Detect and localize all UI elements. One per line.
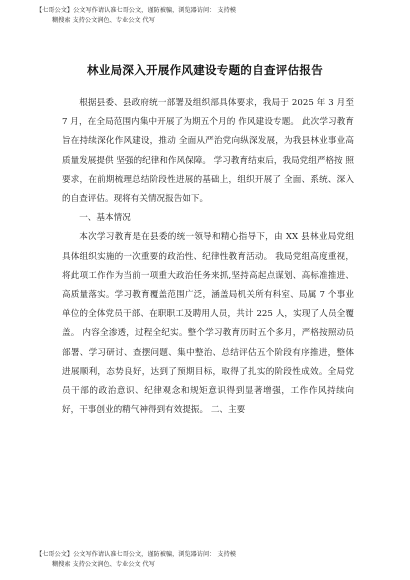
document-body bbox=[62, 94, 354, 420]
document-title: 林业局深入开展作风建设专题的自查评估报告 bbox=[87, 63, 323, 77]
intro-paragraph: 根据县委、县政府统一部署及组织部具体要求，我局于 2025 年 3 月至 7 月，在全局范围内集中开展了为期五个月的 作风建设专题。 此次学习教育旨在持续深化作风建设，推动 全面从严治党向纵深发展，为我县林业事业高质量发展提供 坚强的纪律和作风保障。 学习教育结束后，我局党组严格按 照要求，在前期梳理总结阶段性进展的基础上，组织开展了 全面、系统、深入的自查评估。现将有关情况报告如下。 bbox=[62, 98, 354, 205]
bottom-promo-banner bbox=[36, 550, 386, 570]
banner-line-1: 【七哥公文】公文写作请认准七哥公文，谨防被骗，浏览器访问： 支持模 bbox=[36, 7, 236, 14]
banner-line-2: 糊搜索 支持公文润色、专业公文 代写 bbox=[52, 561, 155, 568]
banner-line-2: 糊搜索 支持公文润色、专业公文 代写 bbox=[52, 17, 155, 24]
top-promo-banner bbox=[36, 6, 386, 26]
banner-line-1: 【七哥公文】公文写作请认准七哥公文，谨防被骗，浏览器访问： 支持模 bbox=[36, 551, 236, 558]
section-heading-basic-situation: 一、基本情况 bbox=[79, 213, 131, 224]
basic-situation-paragraph: 本次学习教育是在县委的统一领导和精心指导下，由 XX 县林业局党组具体组织实施的一次重要的政治性、纪律性教育活动。 我局党组高度重视，将此项工作作为当前一项重大政治任务来抓,坚持高起点谋划、高标准推进、高质量落实。学习教育覆盖范围广泛，涵盖局机关所有科室、局属 7 个事业单位的全体党员干部、在职职工及聘用人员，共计 225 人，实现了人员全覆盖。 内容全渗透，过程全纪实。整个学习教育历时五个多月，严格按照动员部署、学习研讨、查摆问题、集中整治、总结评估五个阶段有序推进，整体进展顺利，态势良好，达到了预期目标，取得了扎实的阶段性成效。全局党员干部的政治意识、纪律观念和规矩意识得到显著增强，工作作风持续向好，干事创业的精气神得到有效提振。 二、主要 bbox=[62, 232, 354, 416]
